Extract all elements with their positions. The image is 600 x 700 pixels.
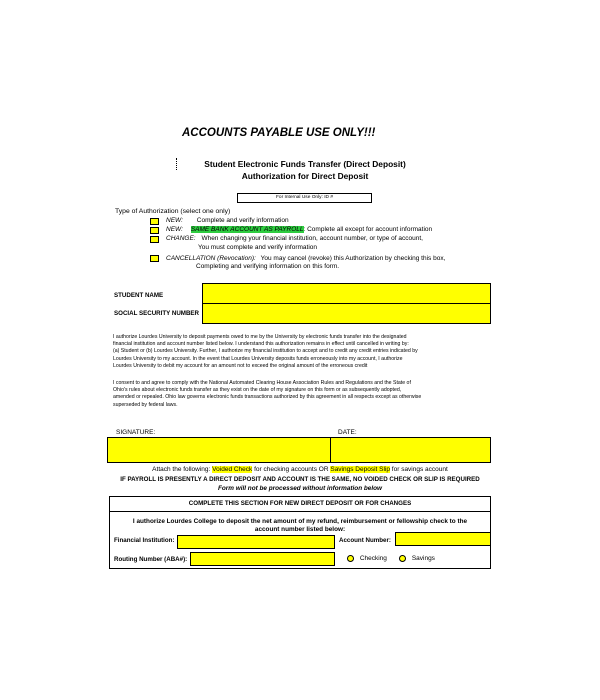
- same-bank-highlight: SAME BANK ACCOUNT AS PAYROLL: [190, 226, 304, 233]
- account-number-field[interactable]: [395, 532, 491, 546]
- bank-auth-line-2: account number listed below:: [254, 526, 346, 533]
- form-title-line-1: Student Electronic Funds Transfer (Direct Deposit): [204, 159, 406, 169]
- bank-auth-line-1: I authorize Lourdes College to deposit the net amount of my refund, reimbursement or fellowship check to the: [132, 518, 468, 525]
- authorization-heading: Type of Authorization (select one only): [115, 208, 231, 215]
- checking-radio-group[interactable]: [347, 555, 387, 563]
- checking-radio[interactable]: [347, 555, 354, 562]
- option-label: CHANGE:: [166, 235, 196, 242]
- page-title: ACCOUNTS PAYABLE USE ONLY!!!: [182, 127, 376, 139]
- same-bank-checkbox[interactable]: [150, 227, 159, 234]
- savings-radio[interactable]: [399, 555, 406, 562]
- ssn-label: SOCIAL SECURITY NUMBER: [114, 310, 200, 317]
- savings-radio-group[interactable]: [399, 555, 435, 563]
- legal-line: amended or repealed. Ohio law governs electronic funds transactions authorized by this agreement in all respects except as otherwise: [113, 394, 422, 401]
- form-title-line-2: Authorization for Direct Deposit: [241, 171, 369, 181]
- attach-middle: for checking accounts OR: [254, 466, 329, 473]
- change-checkbox[interactable]: [150, 236, 159, 243]
- internal-use-box: For Internal Use Only: ID #: [237, 193, 372, 203]
- legal-paragraph-2: [113, 380, 493, 409]
- legal-line: (a) Student or (b) Lourdes University. Further, I authorize my financial institution to accept and to credit any credit entries indicated by: [113, 348, 418, 355]
- cancellation-checkbox[interactable]: [150, 255, 159, 262]
- legal-line: I authorize Lourdes University to deposit payments owed to me by the University by electronic funds transfer into the designated: [113, 334, 407, 340]
- payroll-note: IF PAYROLL IS PRESENTLY A DIRECT DEPOSIT AND ACCOUNT IS THE SAME, NO VOIDED CHECK OR SLIP IS REQUIRED: [120, 476, 480, 483]
- processing-warning: Form will not be processed without information below: [217, 485, 383, 492]
- option-label: NEW:: [166, 217, 183, 224]
- account-number-label: Account Number:: [339, 537, 391, 544]
- option-label: NEW:: [166, 226, 183, 233]
- legal-line: superseded by federal laws.: [113, 401, 178, 408]
- legal-paragraph-1: [113, 334, 493, 370]
- cursor-mark: [176, 158, 178, 170]
- option-change: [166, 235, 423, 243]
- option-cancellation-line-2: Completing and verifying information on this form.: [196, 263, 340, 270]
- signature-field[interactable]: [107, 437, 331, 463]
- checking-label: Checking: [359, 555, 387, 563]
- option-text: Complete and verify information: [196, 217, 289, 224]
- student-name-field[interactable]: [202, 283, 491, 304]
- legal-line: Lourdes University to my account. In the event that Lourdes University deposits funds erroneously into my account, I authorize: [113, 355, 403, 362]
- legal-line: Ohio's rules about electronic funds transfer as they exist on the date of my signature on this form or as subsequently adopted,: [113, 387, 402, 394]
- voided-check-highlight: Voided Check: [212, 466, 253, 473]
- option-same-bank: [166, 226, 432, 234]
- option-text: : Complete all except for account information: [303, 226, 433, 233]
- financial-institution-label: Financial Institution:: [114, 537, 175, 544]
- date-field[interactable]: [330, 437, 491, 463]
- bank-section-divider: [109, 511, 491, 512]
- option-text: When changing your financial institution, account number, or type of account,: [201, 235, 423, 242]
- bank-section-heading: COMPLETE THIS SECTION FOR NEW DIRECT DEPOSIT OR FOR CHANGES: [188, 500, 412, 507]
- signature-label: SIGNATURE:: [116, 429, 156, 436]
- option-cancellation: [166, 255, 445, 263]
- legal-line: financial institution and account number listed below. I understand this authorization remains in effect until cancelled in writing by:: [113, 341, 409, 348]
- savings-label: Savings: [411, 555, 435, 563]
- option-new: [166, 217, 289, 225]
- ssn-field[interactable]: [202, 303, 491, 324]
- option-label: CANCELLATION (Revocation):: [166, 255, 256, 262]
- legal-line: I consent to and agree to comply with the National Automated Clearing House Association Rules and Regulations and the State of: [113, 380, 411, 386]
- legal-line: Lourdes University to debit my account for an amount not to exceed the original amount of the erroneous credit: [113, 362, 368, 369]
- new-checkbox[interactable]: [150, 218, 159, 225]
- financial-institution-field[interactable]: [177, 535, 335, 549]
- attach-instructions: [100, 466, 500, 474]
- attach-suffix: for savings account: [391, 466, 448, 473]
- date-label: DATE:: [338, 429, 357, 436]
- option-text: You may cancel (revoke) this Authorization by checking this box,: [260, 255, 446, 262]
- routing-number-label: Routing Number (ABA#):: [114, 556, 188, 563]
- option-change-line-2: You must complete and verify information: [198, 244, 317, 251]
- savings-slip-highlight: Savings Deposit Slip: [330, 466, 390, 473]
- student-name-label: STUDENT NAME: [114, 292, 164, 299]
- attach-prefix: Attach the following:: [152, 466, 211, 473]
- routing-number-field[interactable]: [190, 552, 335, 566]
